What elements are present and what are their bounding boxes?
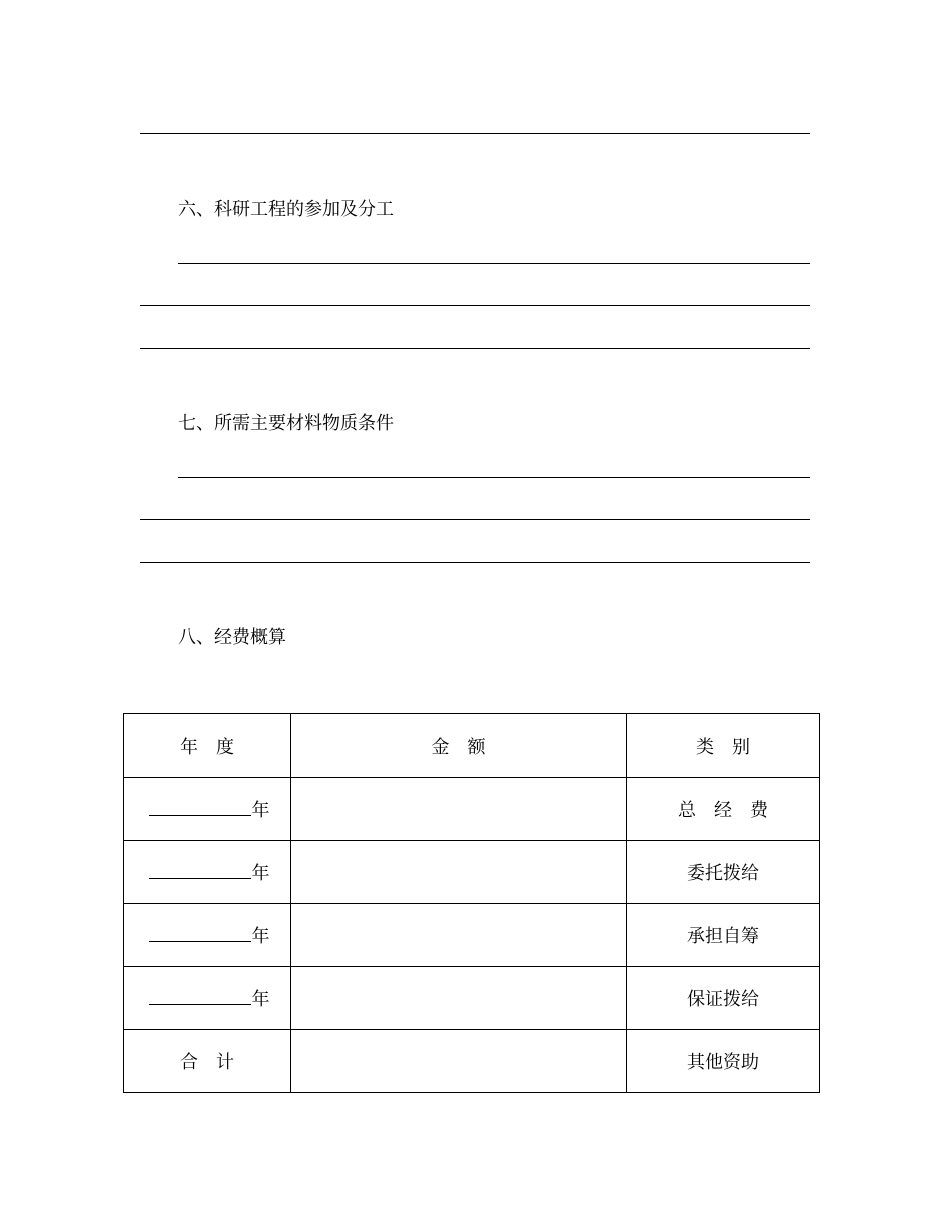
- header-category: 类 别: [627, 714, 820, 778]
- year-cell[interactable]: [124, 904, 291, 967]
- table-row: [124, 841, 820, 904]
- table-row: [124, 778, 820, 841]
- category-cell: 承担自筹: [627, 904, 820, 967]
- section-eight-heading: 八、经费概算: [178, 627, 286, 648]
- year-blank[interactable]: [149, 986, 251, 1005]
- amount-cell[interactable]: [291, 967, 627, 1030]
- year-blank[interactable]: [149, 923, 251, 942]
- year-suffix: 年: [251, 989, 270, 1010]
- fill-in-line[interactable]: [178, 477, 810, 478]
- year-blank[interactable]: [149, 797, 251, 816]
- header-amount: 金 额: [291, 714, 627, 778]
- year-blank[interactable]: [149, 860, 251, 879]
- total-label: 合 计: [124, 1030, 291, 1093]
- year-cell[interactable]: [124, 967, 291, 1030]
- table-header-row: [124, 714, 820, 778]
- fill-in-line[interactable]: [140, 348, 810, 349]
- table-total-row: [124, 1030, 820, 1093]
- year-suffix: 年: [251, 800, 270, 821]
- year-suffix: 年: [251, 863, 270, 884]
- category-cell: 总 经 费: [627, 778, 820, 841]
- category-cell: 保证拨给: [627, 967, 820, 1030]
- fill-in-line[interactable]: [140, 133, 810, 134]
- year-cell[interactable]: [124, 778, 291, 841]
- fill-in-line[interactable]: [140, 305, 810, 306]
- amount-cell[interactable]: [291, 778, 627, 841]
- total-amount-cell[interactable]: [291, 1030, 627, 1093]
- year-cell[interactable]: [124, 841, 291, 904]
- section-seven-heading: 七、所需主要材料物质条件: [178, 413, 394, 434]
- section-six-heading: 六、科研工程的参加及分工: [178, 199, 394, 220]
- category-cell: 委托拨给: [627, 841, 820, 904]
- table-row: [124, 904, 820, 967]
- fill-in-line[interactable]: [140, 519, 810, 520]
- category-cell: 其他资助: [627, 1030, 820, 1093]
- amount-cell[interactable]: [291, 904, 627, 967]
- year-suffix: 年: [251, 926, 270, 947]
- fill-in-line[interactable]: [140, 562, 810, 563]
- amount-cell[interactable]: [291, 841, 627, 904]
- budget-table: [123, 713, 820, 1093]
- table-row: [124, 967, 820, 1030]
- header-year: 年 度: [124, 714, 291, 778]
- fill-in-line[interactable]: [178, 263, 810, 264]
